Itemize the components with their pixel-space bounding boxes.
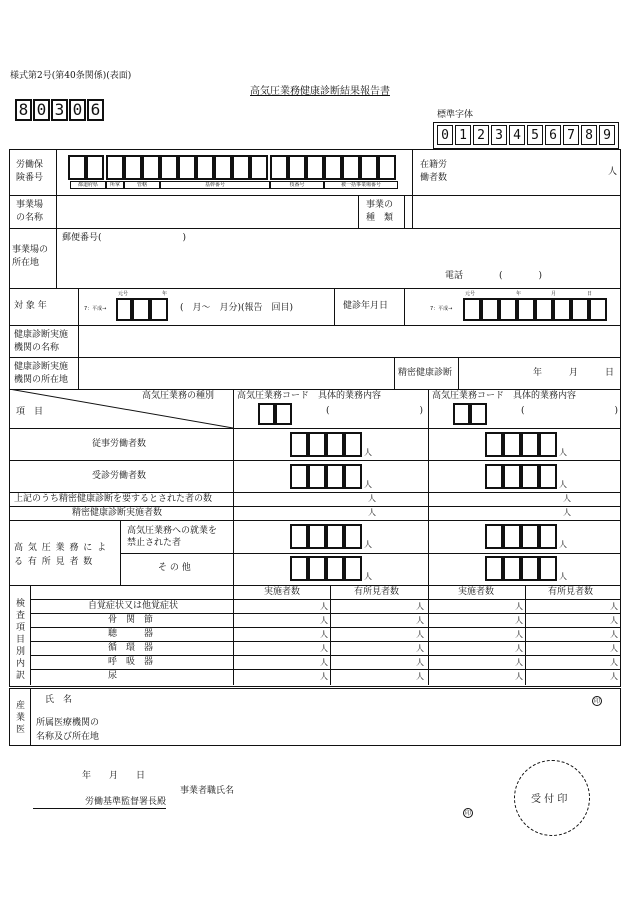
standard-digit-box: 5 (527, 125, 543, 145)
count-digit-box[interactable] (308, 556, 326, 581)
workplace-address-label: 事業場の 所在地 (12, 245, 49, 268)
count-digit-box[interactable] (326, 556, 344, 581)
person-unit: 人 (610, 630, 618, 639)
hp-code-box[interactable] (470, 403, 487, 425)
inspection-item: 循 環 器 (108, 643, 154, 653)
exam-date-box[interactable] (553, 298, 571, 321)
exam-month-top: 月 (551, 291, 557, 297)
insurance-sublabel: 被一括事業場番号 (324, 181, 398, 189)
insurance-digit-box[interactable] (306, 155, 324, 180)
count-digit-box[interactable] (326, 524, 344, 549)
era-label: 7：平成→ (84, 306, 107, 312)
person-unit: 人 (364, 572, 372, 581)
person-unit: 人 (320, 672, 328, 681)
need-detailed-label: 上記のうち精密健康診断を要するとされた者の数 (14, 494, 213, 504)
rule (9, 357, 621, 358)
person-unit: 人 (320, 602, 328, 611)
standard-font-label: 標準字体 (437, 110, 474, 120)
count-digit-box[interactable] (485, 432, 503, 457)
count-digit-box[interactable] (521, 556, 539, 581)
person-unit: 人 (320, 644, 328, 653)
insurance-sublabel: 管轄 (124, 181, 160, 189)
person-unit: 人 (610, 644, 618, 653)
findings-label: 高 気 圧 業 務 に よ る 有 所 見 者 数 (14, 543, 108, 567)
standard-digit-box: 4 (509, 125, 525, 145)
standard-digit-box: 3 (491, 125, 507, 145)
workers-enrolled-label: 在籍労 働者数 (420, 160, 448, 183)
insurance-digit-box[interactable] (196, 155, 214, 180)
person-unit: 人 (559, 572, 567, 581)
rule (334, 288, 335, 325)
detailed-exam-label: 精密健康診断 (398, 368, 453, 378)
person-unit: 人 (610, 672, 618, 681)
person-unit: 人 (563, 494, 571, 503)
code-digit-box: 3 (51, 99, 68, 121)
person-unit: 人 (320, 630, 328, 639)
hp-detail-paren-1: ( ) (326, 406, 424, 416)
exam-date-box[interactable] (571, 298, 589, 321)
count-digit-box[interactable] (344, 556, 362, 581)
rule (30, 641, 621, 642)
insurance-sublabel: 都道府県 (70, 181, 106, 189)
count-digit-box[interactable] (308, 524, 326, 549)
era-top-label: 元号 (118, 291, 129, 297)
affiliation-label: 所属医療機関の 名称及び所在地 (36, 718, 100, 742)
rule (30, 613, 621, 614)
insurance-digit-box[interactable] (68, 155, 86, 180)
rule (9, 492, 621, 493)
insurance-digit-box[interactable] (288, 155, 306, 180)
rule (30, 688, 31, 746)
physician-name-label: 氏 名 (45, 695, 73, 705)
form-number: 様式第2号(第40条関係)(表面) (10, 71, 132, 81)
count-digit-box[interactable] (344, 464, 362, 489)
physician-seal: 印 (593, 698, 600, 705)
person-unit: 人 (515, 658, 523, 667)
implemented-label-2: 実施者数 (458, 587, 495, 597)
insurance-digit-box[interactable] (106, 155, 124, 180)
rule (30, 599, 621, 600)
count-digit-box[interactable] (539, 432, 557, 457)
insurance-digit-box[interactable] (342, 155, 360, 180)
rule (9, 460, 621, 461)
exam-era-label: 7：平成→ (430, 306, 453, 312)
rule (78, 288, 79, 389)
code-digit-box: 8 (15, 99, 32, 121)
workers-engaged-label: 従事労働者数 (92, 439, 147, 449)
count-digit-box[interactable] (344, 524, 362, 549)
code-digit-box: 6 (87, 99, 104, 121)
exam-date-box[interactable] (517, 298, 535, 321)
rule (56, 149, 57, 288)
person-unit: 人 (559, 540, 567, 549)
phone-label: 電話 ( ) (445, 271, 543, 281)
rule (412, 149, 413, 228)
insurance-sublabel: 基幹番号 (160, 181, 270, 189)
detailed-done-label: 精密健康診断実施者数 (72, 508, 163, 518)
standard-digit-box: 8 (581, 125, 597, 145)
rule (9, 228, 621, 229)
exam-date-box[interactable] (499, 298, 517, 321)
person-unit: 人 (559, 480, 567, 489)
code-digit-box: 0 (33, 99, 50, 121)
count-digit-box[interactable] (485, 464, 503, 489)
insurance-digit-box[interactable] (378, 155, 396, 180)
exam-date-box[interactable] (589, 298, 607, 321)
workers-examined-label: 受診労働者数 (92, 471, 147, 481)
rule (404, 195, 405, 228)
code-digit-box: 0 (69, 99, 86, 121)
count-digit-box[interactable] (308, 432, 326, 457)
insurance-no-label: 労働保 険番号 (16, 160, 44, 183)
person-unit: 人 (610, 658, 618, 667)
count-digit-box[interactable] (503, 432, 521, 457)
employer-seal: 印 (464, 810, 471, 817)
findings-count-label-2: 有所見者数 (548, 587, 594, 597)
person-unit: 人 (364, 480, 372, 489)
findings-count-label-1: 有所見者数 (354, 587, 400, 597)
count-digit-box[interactable] (521, 432, 539, 457)
exam-year-top: 年 (516, 291, 522, 297)
item-label: 項 目 (16, 407, 44, 417)
rule (404, 288, 405, 325)
rule (9, 195, 621, 196)
insurance-digit-box[interactable] (160, 155, 178, 180)
rule (9, 585, 621, 586)
prohibited-label: 高気圧業務への就業を 禁止された者 (127, 526, 218, 548)
year-box[interactable] (132, 298, 150, 321)
physician-frame (9, 688, 621, 746)
standard-digit-box: 7 (563, 125, 579, 145)
rule (9, 428, 621, 429)
rule (30, 585, 31, 685)
person-unit: 人 (608, 167, 618, 177)
standard-digit-box: 0 (437, 125, 453, 145)
person-unit: 人 (563, 508, 571, 517)
rule (120, 553, 621, 554)
target-year-label: 対 象 年 (14, 301, 47, 311)
employer-label: 事業者職氏名 (180, 786, 235, 796)
person-unit: 人 (320, 658, 328, 667)
page-title: 高気圧業務健康診断結果報告書 (250, 86, 390, 97)
standard-digit-box: 9 (599, 125, 615, 145)
count-digit-box[interactable] (290, 556, 308, 581)
insurance-digit-box[interactable] (232, 155, 250, 180)
addressee-label: 労働基準監督署長殿 (85, 797, 167, 807)
insurance-digit-box[interactable] (324, 155, 342, 180)
person-unit: 人 (320, 616, 328, 625)
postal-code-label: 郵便番号( ) (62, 233, 187, 243)
insurance-digit-box[interactable] (142, 155, 160, 180)
physician-section-label: 産 業 医 (16, 701, 26, 735)
hp-code-box[interactable] (453, 403, 470, 425)
hp-code-box[interactable] (275, 403, 292, 425)
addressee-underline (33, 808, 166, 809)
era-box[interactable] (116, 298, 132, 321)
count-digit-box[interactable] (539, 556, 557, 581)
person-unit: 人 (368, 494, 376, 503)
inspection-label: 検 査 項 目 別 内 訳 (16, 599, 26, 681)
person-unit: 人 (515, 644, 523, 653)
insurance-digit-box[interactable] (250, 155, 268, 180)
hp-code-label-1: 高気圧業務コード 具体的業務内容 (237, 391, 382, 401)
rule (30, 669, 621, 670)
person-unit: 人 (515, 616, 523, 625)
others-label: そ の 他 (158, 563, 191, 573)
count-digit-box[interactable] (290, 524, 308, 549)
person-unit: 人 (416, 644, 424, 653)
count-digit-box[interactable] (290, 432, 308, 457)
receipt-stamp-label: 受 付 印 (531, 794, 568, 805)
hp-detail-paren-2: ( ) (521, 406, 619, 416)
count-digit-box[interactable] (503, 464, 521, 489)
count-digit-box[interactable] (539, 524, 557, 549)
person-unit: 人 (515, 672, 523, 681)
year-top-label: 年 (162, 291, 168, 297)
exam-date-box[interactable] (535, 298, 553, 321)
implemented-label-1: 実施者数 (264, 587, 301, 597)
rule (458, 357, 459, 389)
period-label: ( 月〜 月分)(報告 回目) (180, 303, 294, 313)
count-digit-box[interactable] (485, 556, 503, 581)
standard-digit-box: 1 (455, 125, 471, 145)
exam-date-box[interactable] (481, 298, 499, 321)
rule (120, 520, 121, 585)
inspection-item: 骨 関 節 (108, 615, 154, 625)
rule (30, 655, 621, 656)
exam-org-address-label: 健康診断実施 機関の所在地 (14, 362, 69, 385)
exam-org-name-label: 健康診断実施 機関の名称 (14, 330, 69, 353)
exam-era-top: 元号 (465, 291, 476, 297)
rule (394, 357, 395, 389)
count-digit-box[interactable] (539, 464, 557, 489)
rule (30, 627, 621, 628)
person-unit: 人 (610, 602, 618, 611)
person-unit: 人 (416, 602, 424, 611)
insurance-digit-box[interactable] (178, 155, 196, 180)
inspection-item: 自覚症状又は他覚症状 (88, 601, 179, 611)
rule (233, 389, 234, 685)
person-unit: 人 (368, 508, 376, 517)
rule (428, 389, 429, 685)
insurance-sublabel: 所掌 (106, 181, 124, 189)
hp-type-label: 高気圧業務の種別 (142, 391, 215, 401)
year-box[interactable] (150, 298, 168, 321)
rule (9, 520, 621, 521)
rule (9, 506, 621, 507)
business-type-label: 事業の 種 類 (366, 200, 394, 223)
person-unit: 人 (416, 658, 424, 667)
person-unit: 人 (515, 602, 523, 611)
count-digit-box[interactable] (521, 524, 539, 549)
standard-digit-box: 6 (545, 125, 561, 145)
count-digit-box[interactable] (326, 432, 344, 457)
standard-digit-box: 2 (473, 125, 489, 145)
count-digit-box[interactable] (503, 556, 521, 581)
person-unit: 人 (610, 616, 618, 625)
exam-date-box[interactable] (463, 298, 481, 321)
person-unit: 人 (515, 630, 523, 639)
person-unit: 人 (364, 448, 372, 457)
person-unit: 人 (559, 448, 567, 457)
footer-date-label: 年 月 日 (82, 771, 146, 781)
rule (330, 585, 331, 685)
insurance-digit-box[interactable] (214, 155, 232, 180)
rule (9, 288, 621, 289)
inspection-item: 尿 (108, 671, 118, 681)
rule (9, 325, 621, 326)
inspection-item: 聴 器 (108, 629, 154, 639)
count-digit-box[interactable] (503, 524, 521, 549)
count-digit-box[interactable] (521, 464, 539, 489)
exam-day-top: 日 (587, 291, 593, 297)
person-unit: 人 (364, 540, 372, 549)
person-unit: 人 (416, 630, 424, 639)
exam-date-label: 健診年月日 (343, 301, 389, 311)
insurance-digit-box[interactable] (124, 155, 142, 180)
insurance-digit-box[interactable] (270, 155, 288, 180)
hp-code-label-2: 高気圧業務コード 具体的業務内容 (432, 391, 577, 401)
count-digit-box[interactable] (290, 464, 308, 489)
rule (525, 585, 526, 685)
person-unit: 人 (416, 616, 424, 625)
detailed-exam-date: 年 月 日 (533, 368, 615, 378)
inspection-item: 呼 吸 器 (108, 657, 154, 667)
hp-code-box[interactable] (258, 403, 275, 425)
count-digit-box[interactable] (485, 524, 503, 549)
count-digit-box[interactable] (344, 432, 362, 457)
count-digit-box[interactable] (308, 464, 326, 489)
insurance-digit-box[interactable] (86, 155, 104, 180)
workplace-name-label: 事業場 の名称 (16, 200, 44, 223)
person-unit: 人 (416, 672, 424, 681)
insurance-sublabel: 枝番号 (270, 181, 324, 189)
rule (358, 195, 359, 228)
insurance-digit-box[interactable] (360, 155, 378, 180)
count-digit-box[interactable] (326, 464, 344, 489)
